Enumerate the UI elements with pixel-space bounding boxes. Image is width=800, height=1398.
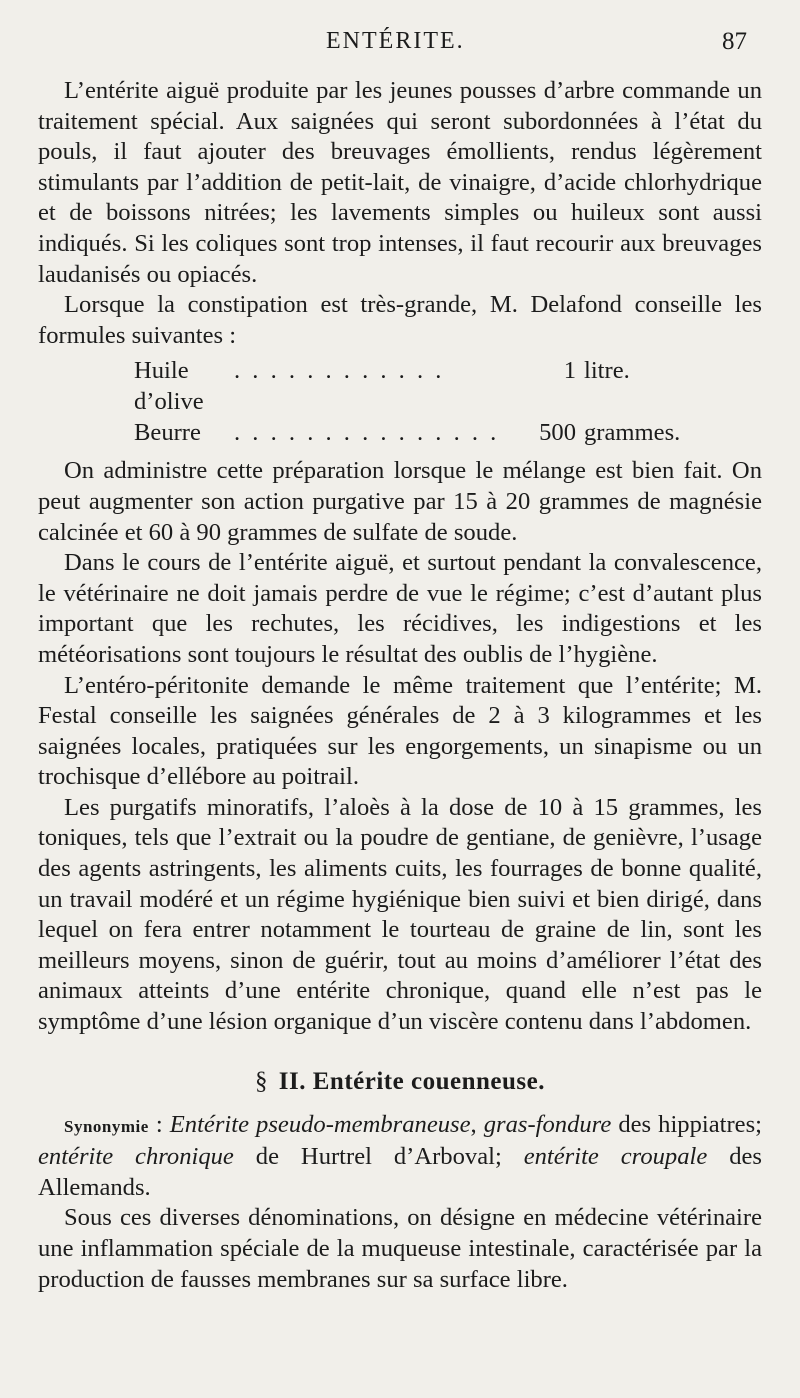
ingredient-name: Beurre: [134, 419, 201, 447]
paragraph: Lorsque la constipation est très-grande, M. Delafond conseille les formules suivantes :: [38, 291, 762, 349]
synonymy-label: Synonymie: [64, 1116, 149, 1136]
paragraph: Sous ces diverses dénominations, on désigne en médecine vétérinaire une inflammation spéciale de la muqueuse intestinale, caractérisée par la production de fausses membranes sur sa surface libre.: [38, 1204, 762, 1293]
running-title: ENTÉRITE.: [326, 28, 465, 54]
ingredient-quantity: [526, 417, 746, 448]
section-title: II. Entérite couenneuse.: [278, 1067, 545, 1095]
section-heading: [38, 1068, 762, 1096]
ingredient-name: Huile d’olive: [134, 357, 204, 416]
separator: ,: [470, 1110, 484, 1138]
synonym-text: de Hurtrel d’Arboval;: [233, 1143, 524, 1171]
section-symbol: §: [255, 1067, 269, 1095]
synonym-term: entérite chronique: [38, 1143, 234, 1171]
quantity-value: 500: [539, 419, 576, 447]
quantity-value: 1: [563, 357, 576, 385]
body-text: [38, 76, 762, 1295]
page-number: 87: [722, 28, 747, 55]
formula-row: [38, 355, 762, 417]
synonym-term: Entérite pseudo-membraneuse: [169, 1110, 471, 1138]
ingredient-quantity: [526, 355, 746, 417]
formula-table: [38, 355, 762, 448]
synonym-term: gras-fondure: [483, 1110, 612, 1138]
leader-dots: . . . . . . . . . . . . . . .: [234, 419, 500, 447]
formula-row: [38, 417, 762, 448]
separator: :: [148, 1110, 170, 1138]
synonymy-paragraph: [38, 1110, 762, 1204]
leader-dots: . . . . . . . . . . . .: [234, 357, 445, 385]
paragraph: Dans le cours de l’entérite aiguë, et surtout pendant la convalescence, le vétérinaire ne doit jamais perdre de vue le régime; c’est d’autant plus important que les rechutes, les récidives, les indigestions et les météorisations sont toujours le résultat des oublis de l’hygiène.: [38, 549, 762, 668]
paragraph: L’entérite aiguë produite par les jeunes pousses d’arbre commande un traitement spécial. Aux saignées qui seront subordonnées à l’état du pouls, il faut ajouter des breuvages émollients, rendus légèrement stimulants par l’addition de petit-lait, de vinaigre, d’acide chlorhydrique et de boissons nitrées; les lavements simples ou huileux sont aussi indiqués. Si les coliques sont trop intenses, il faut recourir aux breuvages laudanisés ou opiacés.: [38, 77, 762, 288]
synonym-text: des Allemands.: [38, 1143, 762, 1201]
paragraph: Les purgatifs minoratifs, l’aloès à la dose de 10 à 15 grammes, les toniques, tels que l’extrait ou la poudre de gentiane, de genièvre, l’usage des agents astringents, les aliments cuits, les fourrages de bonne qualité, un travail modéré et un régime hygiénique bien suivi et bien dirigé, dans lequel on fera entrer notamment le tourteau de graine de lin, sont les meilleurs moyens, sinon de guérir, tout au moins d’améliorer l’état des animaux atteints d’une entérite chronique, quand elle n’est pas le symptôme d’une lésion organique d’un viscère contenu dans l’abdomen.: [38, 793, 762, 1036]
quantity-unit: litre.: [584, 357, 630, 385]
synonym-text: des hippiatres;: [611, 1110, 762, 1138]
paragraph: On administre cette préparation lorsque le mélange est bien fait. On peut augmenter son action purgative par 15 à 20 grammes de magnésie calcinée et 60 à 90 grammes de sulfate de soude.: [38, 457, 762, 546]
synonym-term: entérite croupale: [523, 1143, 708, 1171]
page-header: [0, 28, 800, 64]
quantity-unit: grammes.: [584, 419, 681, 447]
paragraph: L’entéro-péritonite demande le même traitement que l’entérite; M. Festal conseille les saignées générales de 2 à 3 kilogrammes et les saignées locales, pratiquées sur les engorgements, un sinapisme ou un trochisque d’ellébore au poitrail.: [38, 671, 762, 791]
